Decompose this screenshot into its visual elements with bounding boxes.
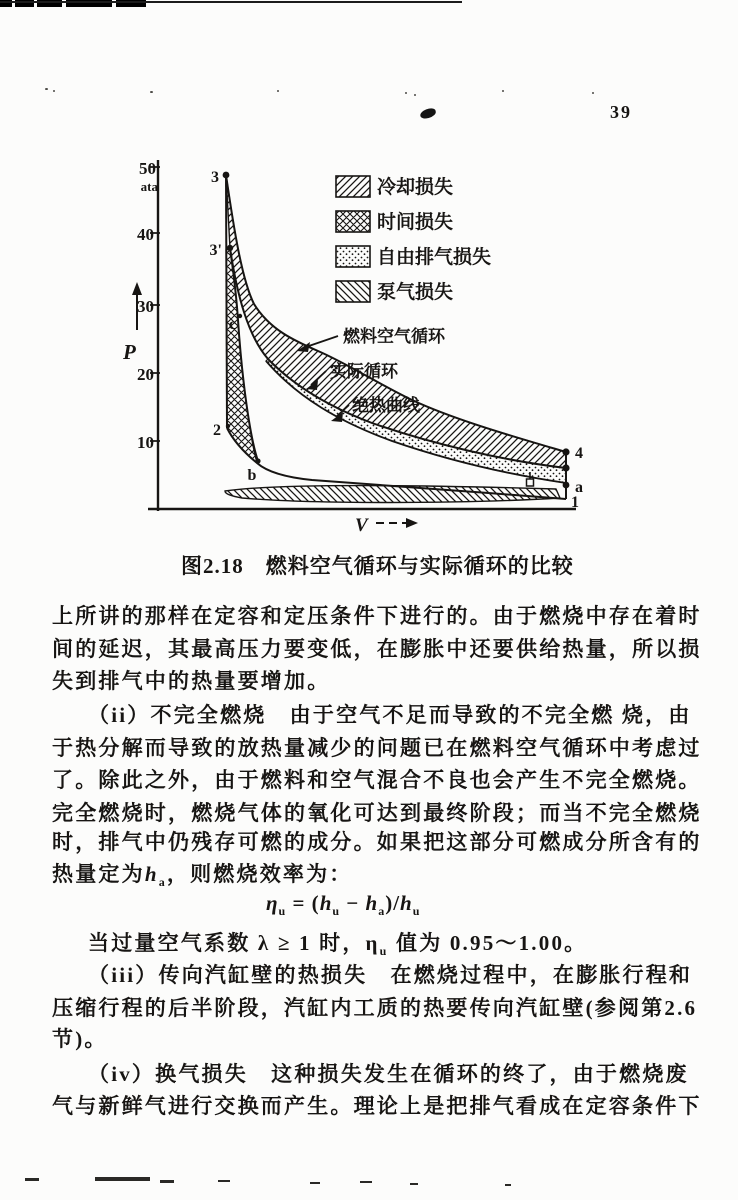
y-tick-20: 20 <box>137 365 154 384</box>
body-line: 气与新鲜气进行交换而产生。理论上是把排气看成在定容条件下 <box>52 1094 702 1118</box>
body-line: 时，排气中仍残存可燃的成分。如果把这部分可燃成分所含有的 <box>52 830 702 854</box>
y-unit-label: ata <box>140 179 158 194</box>
body-line: 失到排气中的热量要增加。 <box>52 669 331 693</box>
scan-noise <box>360 1181 372 1183</box>
point-3p-label: 3' <box>209 242 222 259</box>
legend-label-free-exhaust: 自由排气损失 <box>377 247 492 268</box>
legend-swatch-cooling <box>336 176 370 197</box>
legend-label-time: 时间损失 <box>377 212 454 233</box>
scan-noise <box>405 92 407 94</box>
ink-smudge <box>419 107 437 120</box>
scan-noise <box>53 90 55 92</box>
scan-noise <box>310 1182 320 1184</box>
y-tick-10: 10 <box>137 433 154 452</box>
y-tick-30: 30 <box>137 297 154 316</box>
scan-noise <box>410 1183 418 1185</box>
point-a-label: a <box>575 479 583 496</box>
point-e-marker <box>562 464 569 471</box>
scan-noise <box>592 92 594 94</box>
y-axis-letter: P <box>123 340 136 364</box>
x-axis-letter: V <box>355 515 368 536</box>
body-line: 节)。 <box>52 1027 108 1051</box>
legend-swatch-time <box>336 211 370 232</box>
body-line: 了。除此之外，由于燃料和空气混合不良也会产生不完全燃烧。 <box>52 768 702 792</box>
body-line: 完全燃烧时，燃烧气体的氧化可达到最终阶段；而当不完全燃烧 <box>52 801 702 825</box>
legend-swatch-free-exhaust <box>336 246 370 267</box>
body-line: 间的延迟，其最高压力要变低，在膨胀中还要供给热量，所以损 <box>52 637 702 661</box>
body-line-heat-definition: 热量定为$h_a$，则燃烧效率为： <box>52 862 353 890</box>
scan-noise <box>45 88 48 90</box>
scan-noise <box>25 1178 39 1181</box>
point-3-label: 3 <box>211 169 219 186</box>
scan-noise <box>414 94 416 96</box>
body-line-lambda: 当过量空气系数 λ ≥ 1 时，$\eta_u$ 值为 0.95～1.00。 <box>88 931 588 959</box>
legend-label-pumping: 泵气损失 <box>377 282 454 303</box>
v-axis-arrowhead <box>406 518 418 528</box>
body-line: 上所讲的那样在定容和定压条件下进行的。由于燃烧中存在着时 <box>52 604 702 628</box>
body-line: 压缩行程的后半阶段，汽缸内工质的热要传向汽缸壁(参阅第2.6 <box>52 996 698 1020</box>
figure-legend <box>336 175 491 303</box>
fuel-air-cycle-label: 燃料空气循环 <box>343 327 445 346</box>
point-3-marker <box>223 172 230 179</box>
body-line-iii-heading: （iii）传向汽缸壁的热损失 在燃烧过程中，在膨胀行程和 <box>88 963 693 987</box>
scan-noise <box>502 90 504 92</box>
point-2-marker <box>226 424 230 428</box>
point-b-label: b <box>247 467 257 484</box>
page-number: 39 <box>610 102 632 122</box>
point-b-marker <box>255 458 260 463</box>
legend-label-cooling: 冷却损失 <box>377 177 454 198</box>
actual-cycle-label: 实际循环 <box>330 362 398 381</box>
point-a-marker <box>563 482 570 489</box>
body-line-iv-heading: （iv）换气损失 这种损失发生在循环的终了，由于燃烧废 <box>88 1062 689 1086</box>
scan-noise <box>160 1180 174 1183</box>
point-4-marker <box>562 448 569 455</box>
scan-edge-line <box>0 1 462 3</box>
scan-noise <box>218 1180 230 1182</box>
point-3p-marker <box>227 245 233 251</box>
pv-diagram <box>0 130 738 600</box>
scan-noise <box>505 1184 511 1186</box>
scan-noise <box>277 90 279 92</box>
y-tick-50: 50 <box>139 159 156 178</box>
legend-swatch-pumping <box>336 281 370 302</box>
point-d-marker <box>527 479 534 486</box>
figure-caption: 图2.18 燃料空气循环与实际循环的比较 <box>181 554 574 578</box>
point-c-label: c <box>228 316 236 333</box>
combustion-efficiency-formula: $\eta_u = (h_u - h_a)/h_u$ <box>266 891 421 919</box>
point-1-label: 1 <box>571 494 579 511</box>
scan-noise <box>150 91 153 93</box>
point-4-label: 4 <box>575 445 583 462</box>
body-line-ii-heading: （ii）不完全燃烧 由于空气不足而导致的不完全燃 烧，由 <box>88 703 692 727</box>
body-line: 于热分解而导致的放热量减少的问题已在燃料空气循环中考虑过 <box>52 736 702 760</box>
p-axis-arrowhead <box>132 282 142 295</box>
adiabatic-curve-label: 绝热曲线 <box>352 396 420 415</box>
constant-volume-line <box>226 175 227 428</box>
scan-noise <box>95 1177 150 1181</box>
y-tick-40: 40 <box>137 225 154 244</box>
point-c-marker <box>238 314 242 318</box>
point-2-label: 2 <box>213 422 221 439</box>
